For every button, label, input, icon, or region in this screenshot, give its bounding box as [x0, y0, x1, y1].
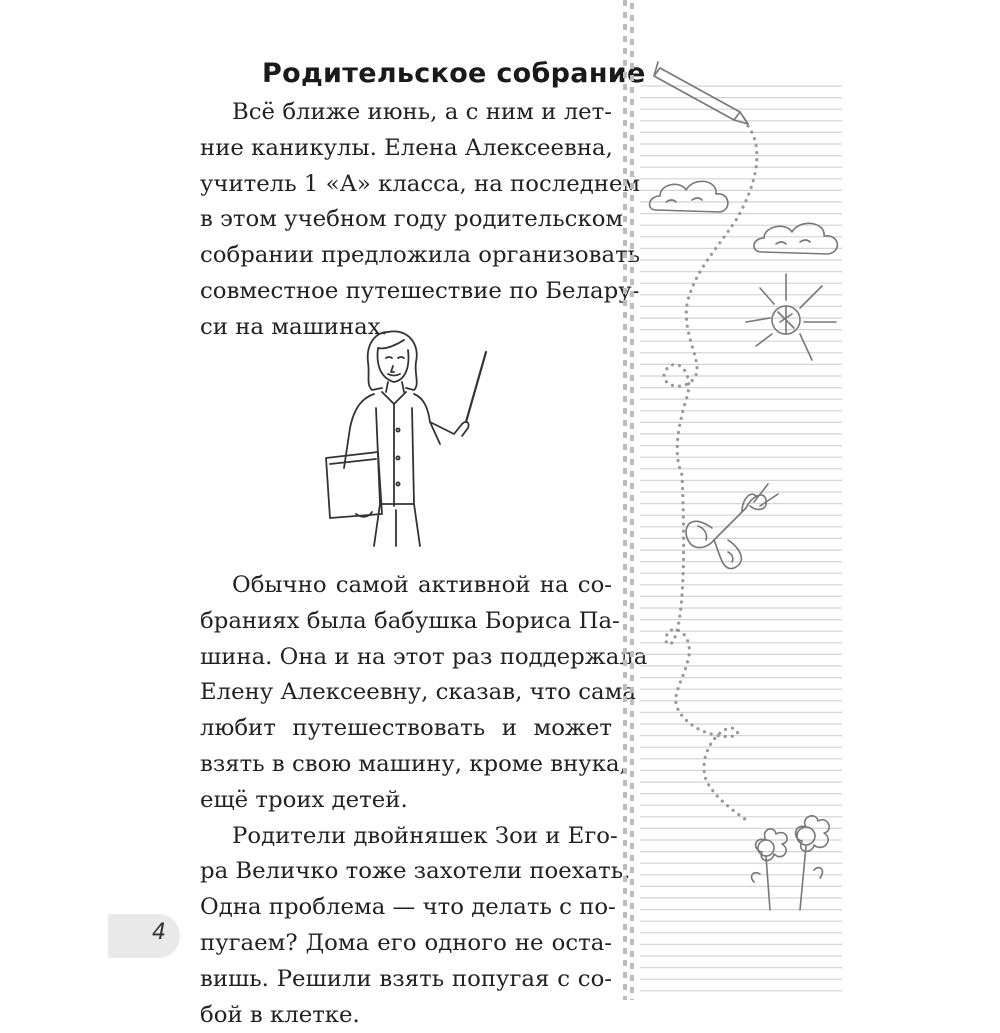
teacher-illustration: [316, 318, 496, 550]
paragraph-3: [200, 819, 631, 1033]
paragraph-line: браниях была бабушка Бориса Па-: [200, 607, 620, 634]
paragraph-line: любит путешествовать и может: [200, 715, 612, 742]
paragraph-line: си на машинах.: [200, 313, 388, 340]
page-number: 4: [152, 920, 166, 945]
paragraph-line: в этом учебном году родительском: [200, 206, 624, 233]
paragraph-line: пугаем? Дома его одного не оста-: [200, 929, 612, 956]
paragraph-line: собрании предложила организовать: [200, 242, 641, 269]
paragraph-line: Родители двойняшек Зои и Его-: [232, 822, 618, 849]
chapter-title: Родительское собрание: [262, 58, 646, 89]
paragraph-1: [200, 95, 641, 346]
pencil-icon: [654, 62, 748, 124]
paragraph-line: шина. Она и на этот раз поддержала: [200, 643, 648, 670]
paragraph-line: вишь. Решили взять попугая с со-: [200, 965, 612, 992]
paragraph-line: Обычно самой активной на со-: [232, 572, 612, 598]
cloud-icon: [650, 181, 728, 212]
text-block-bottom: [200, 568, 648, 1033]
paragraph-line: ра Величко тоже захотели поехать.: [200, 858, 631, 885]
paragraph-line: учитель 1 «А» класса, на последнем: [200, 170, 641, 197]
notebook-margin-doodles: [636, 0, 846, 1000]
paragraph-line: Елену Алексеевну, сказав, что сама: [200, 679, 636, 706]
sun-icon: [746, 274, 836, 360]
spiral-binding: [622, 0, 636, 1000]
paragraph-line: ние каникулы. Елена Алексеевна,: [200, 134, 613, 161]
text-block-top: [200, 95, 641, 346]
paragraph-line: Всё ближе июнь, а с ним и лет-: [232, 99, 612, 125]
paragraph-line: совместное путешествие по Белару-: [200, 277, 640, 304]
cloud-icon: [754, 223, 837, 254]
paragraph-line: Одна проблема — что делать с по-: [200, 894, 616, 921]
paragraph-line: бой в клетке.: [200, 1001, 360, 1028]
paragraph-2: [200, 568, 648, 819]
paragraph-line: ещё троих детей.: [200, 786, 408, 813]
page-number-tab: [108, 914, 180, 958]
dotted-path: [664, 126, 757, 820]
paragraph-line: взять в свою машину, кроме внука,: [200, 750, 627, 777]
